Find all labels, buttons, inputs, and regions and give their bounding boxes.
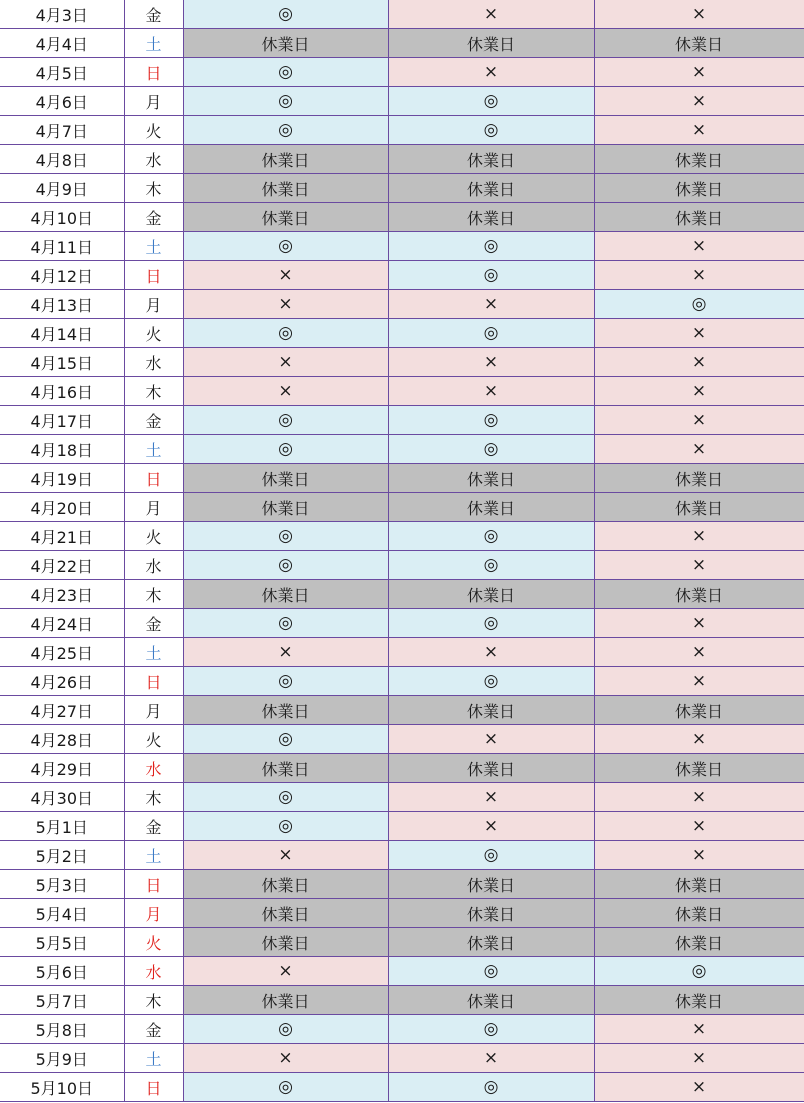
slot-unavailable-cell: ×	[388, 783, 594, 812]
slot-available-cell: ◎	[388, 551, 594, 580]
slot-unavailable-cell: ×	[594, 377, 804, 406]
table-row	[0, 116, 804, 145]
slot-closed-cell: 休業日	[388, 29, 594, 58]
slot-closed-cell: 休業日	[594, 203, 804, 232]
weekday-cell: 日	[124, 667, 183, 696]
slot-closed-cell: 休業日	[388, 986, 594, 1015]
slot-unavailable-cell: ×	[388, 0, 594, 29]
weekday-cell: 火	[124, 725, 183, 754]
table-row	[0, 174, 804, 203]
slot-available-cell: ◎	[388, 406, 594, 435]
date-cell: 4月14日	[0, 319, 124, 348]
table-row	[0, 1015, 804, 1044]
table-row	[0, 957, 804, 986]
date-cell: 4月17日	[0, 406, 124, 435]
slot-available-cell: ◎	[183, 667, 388, 696]
table-row	[0, 203, 804, 232]
slot-unavailable-cell: ×	[594, 667, 804, 696]
table-row	[0, 0, 804, 29]
slot-available-cell: ◎	[183, 435, 388, 464]
table-row	[0, 232, 804, 261]
table-row	[0, 319, 804, 348]
slot-available-cell: ◎	[388, 116, 594, 145]
date-cell: 4月10日	[0, 203, 124, 232]
weekday-cell: 日	[124, 58, 183, 87]
table-row	[0, 464, 804, 493]
slot-unavailable-cell: ×	[388, 290, 594, 319]
date-cell: 4月4日	[0, 29, 124, 58]
slot-unavailable-cell: ×	[594, 1073, 804, 1102]
date-cell: 5月2日	[0, 841, 124, 870]
table-row	[0, 377, 804, 406]
slot-closed-cell: 休業日	[183, 870, 388, 899]
table-row	[0, 667, 804, 696]
table-row	[0, 696, 804, 725]
slot-unavailable-cell: ×	[594, 87, 804, 116]
slot-closed-cell: 休業日	[183, 754, 388, 783]
weekday-cell: 水	[124, 145, 183, 174]
date-cell: 4月29日	[0, 754, 124, 783]
date-cell: 4月28日	[0, 725, 124, 754]
weekday-cell: 金	[124, 609, 183, 638]
slot-available-cell: ◎	[388, 957, 594, 986]
date-cell: 5月6日	[0, 957, 124, 986]
slot-unavailable-cell: ×	[594, 116, 804, 145]
table-row	[0, 928, 804, 957]
slot-available-cell: ◎	[183, 116, 388, 145]
slot-closed-cell: 休業日	[594, 899, 804, 928]
date-cell: 5月3日	[0, 870, 124, 899]
date-cell: 5月4日	[0, 899, 124, 928]
slot-available-cell: ◎	[183, 1015, 388, 1044]
slot-closed-cell: 休業日	[183, 464, 388, 493]
table-row	[0, 290, 804, 319]
date-cell: 4月24日	[0, 609, 124, 638]
date-cell: 4月16日	[0, 377, 124, 406]
slot-closed-cell: 休業日	[388, 696, 594, 725]
slot-unavailable-cell: ×	[594, 841, 804, 870]
table-row	[0, 551, 804, 580]
slot-available-cell: ◎	[388, 1073, 594, 1102]
slot-unavailable-cell: ×	[594, 319, 804, 348]
weekday-cell: 土	[124, 435, 183, 464]
slot-available-cell: ◎	[183, 522, 388, 551]
table-row	[0, 725, 804, 754]
slot-closed-cell: 休業日	[183, 493, 388, 522]
date-cell: 4月30日	[0, 783, 124, 812]
date-cell: 4月7日	[0, 116, 124, 145]
weekday-cell: 金	[124, 812, 183, 841]
weekday-cell: 土	[124, 29, 183, 58]
weekday-cell: 木	[124, 986, 183, 1015]
weekday-cell: 水	[124, 957, 183, 986]
date-cell: 4月13日	[0, 290, 124, 319]
table-row	[0, 754, 804, 783]
slot-unavailable-cell: ×	[594, 783, 804, 812]
slot-available-cell: ◎	[183, 812, 388, 841]
slot-unavailable-cell: ×	[183, 290, 388, 319]
slot-unavailable-cell: ×	[388, 377, 594, 406]
weekday-cell: 木	[124, 580, 183, 609]
slot-unavailable-cell: ×	[594, 1015, 804, 1044]
slot-closed-cell: 休業日	[388, 203, 594, 232]
slot-unavailable-cell: ×	[594, 638, 804, 667]
slot-unavailable-cell: ×	[594, 232, 804, 261]
slot-unavailable-cell: ×	[388, 725, 594, 754]
date-cell: 4月19日	[0, 464, 124, 493]
slot-closed-cell: 休業日	[183, 29, 388, 58]
weekday-cell: 金	[124, 203, 183, 232]
slot-available-cell: ◎	[388, 522, 594, 551]
weekday-cell: 金	[124, 1015, 183, 1044]
slot-closed-cell: 休業日	[594, 145, 804, 174]
weekday-cell: 土	[124, 638, 183, 667]
weekday-cell: 金	[124, 406, 183, 435]
slot-unavailable-cell: ×	[594, 58, 804, 87]
slot-unavailable-cell: ×	[388, 348, 594, 377]
slot-available-cell: ◎	[388, 319, 594, 348]
weekday-cell: 水	[124, 348, 183, 377]
slot-closed-cell: 休業日	[594, 174, 804, 203]
table-row	[0, 986, 804, 1015]
table-row	[0, 1073, 804, 1102]
date-cell: 5月1日	[0, 812, 124, 841]
slot-unavailable-cell: ×	[594, 609, 804, 638]
slot-closed-cell: 休業日	[183, 928, 388, 957]
date-cell: 4月9日	[0, 174, 124, 203]
date-cell: 4月23日	[0, 580, 124, 609]
slot-available-cell: ◎	[183, 0, 388, 29]
slot-available-cell: ◎	[183, 725, 388, 754]
slot-closed-cell: 休業日	[388, 580, 594, 609]
weekday-cell: 土	[124, 841, 183, 870]
table-row	[0, 493, 804, 522]
weekday-cell: 火	[124, 116, 183, 145]
slot-closed-cell: 休業日	[594, 696, 804, 725]
slot-closed-cell: 休業日	[183, 696, 388, 725]
date-cell: 4月5日	[0, 58, 124, 87]
slot-unavailable-cell: ×	[594, 0, 804, 29]
table-row	[0, 145, 804, 174]
slot-unavailable-cell: ×	[183, 261, 388, 290]
table-row	[0, 58, 804, 87]
slot-closed-cell: 休業日	[388, 899, 594, 928]
slot-available-cell: ◎	[183, 406, 388, 435]
slot-available-cell: ◎	[388, 841, 594, 870]
weekday-cell: 木	[124, 377, 183, 406]
slot-available-cell: ◎	[388, 232, 594, 261]
weekday-cell: 月	[124, 290, 183, 319]
slot-unavailable-cell: ×	[594, 406, 804, 435]
date-cell: 4月22日	[0, 551, 124, 580]
slot-unavailable-cell: ×	[183, 377, 388, 406]
slot-unavailable-cell: ×	[183, 638, 388, 667]
slot-closed-cell: 休業日	[388, 493, 594, 522]
table-row	[0, 812, 804, 841]
table-row	[0, 261, 804, 290]
slot-unavailable-cell: ×	[594, 435, 804, 464]
slot-available-cell: ◎	[594, 290, 804, 319]
slot-closed-cell: 休業日	[183, 203, 388, 232]
slot-available-cell: ◎	[183, 232, 388, 261]
slot-closed-cell: 休業日	[594, 986, 804, 1015]
date-cell: 4月3日	[0, 0, 124, 29]
table-row	[0, 638, 804, 667]
table-row	[0, 348, 804, 377]
slot-closed-cell: 休業日	[594, 29, 804, 58]
slot-available-cell: ◎	[388, 435, 594, 464]
weekday-cell: 日	[124, 261, 183, 290]
date-cell: 5月5日	[0, 928, 124, 957]
date-cell: 5月9日	[0, 1044, 124, 1073]
slot-unavailable-cell: ×	[388, 638, 594, 667]
slot-available-cell: ◎	[183, 551, 388, 580]
slot-closed-cell: 休業日	[388, 870, 594, 899]
table-row	[0, 522, 804, 551]
weekday-cell: 火	[124, 319, 183, 348]
table-row	[0, 1044, 804, 1073]
slot-available-cell: ◎	[388, 87, 594, 116]
slot-available-cell: ◎	[388, 1015, 594, 1044]
slot-closed-cell: 休業日	[388, 928, 594, 957]
date-cell: 4月15日	[0, 348, 124, 377]
slot-closed-cell: 休業日	[594, 754, 804, 783]
date-cell: 4月25日	[0, 638, 124, 667]
date-cell: 4月12日	[0, 261, 124, 290]
date-cell: 5月10日	[0, 1073, 124, 1102]
weekday-cell: 日	[124, 1073, 183, 1102]
slot-available-cell: ◎	[388, 609, 594, 638]
slot-unavailable-cell: ×	[594, 1044, 804, 1073]
weekday-cell: 月	[124, 899, 183, 928]
slot-available-cell: ◎	[183, 1073, 388, 1102]
date-cell: 4月11日	[0, 232, 124, 261]
date-cell: 4月26日	[0, 667, 124, 696]
slot-closed-cell: 休業日	[388, 464, 594, 493]
weekday-cell: 日	[124, 464, 183, 493]
slot-available-cell: ◎	[594, 957, 804, 986]
date-cell: 4月8日	[0, 145, 124, 174]
slot-unavailable-cell: ×	[183, 348, 388, 377]
slot-available-cell: ◎	[388, 667, 594, 696]
slot-closed-cell: 休業日	[183, 145, 388, 174]
weekday-cell: 月	[124, 493, 183, 522]
weekday-cell: 日	[124, 870, 183, 899]
weekday-cell: 月	[124, 87, 183, 116]
date-cell: 5月7日	[0, 986, 124, 1015]
date-cell: 4月20日	[0, 493, 124, 522]
slot-closed-cell: 休業日	[183, 580, 388, 609]
slot-unavailable-cell: ×	[594, 348, 804, 377]
slot-unavailable-cell: ×	[183, 841, 388, 870]
table-row	[0, 899, 804, 928]
table-row	[0, 87, 804, 116]
slot-available-cell: ◎	[183, 783, 388, 812]
table-row	[0, 29, 804, 58]
slot-closed-cell: 休業日	[388, 174, 594, 203]
slot-unavailable-cell: ×	[594, 522, 804, 551]
table-row	[0, 406, 804, 435]
table-row	[0, 580, 804, 609]
weekday-cell: 土	[124, 1044, 183, 1073]
table-row	[0, 841, 804, 870]
table-row	[0, 609, 804, 638]
slot-unavailable-cell: ×	[594, 812, 804, 841]
weekday-cell: 水	[124, 551, 183, 580]
slot-unavailable-cell: ×	[388, 1044, 594, 1073]
slot-unavailable-cell: ×	[388, 812, 594, 841]
slot-closed-cell: 休業日	[183, 174, 388, 203]
slot-unavailable-cell: ×	[594, 725, 804, 754]
slot-unavailable-cell: ×	[594, 551, 804, 580]
slot-closed-cell: 休業日	[594, 580, 804, 609]
weekday-cell: 水	[124, 754, 183, 783]
date-cell: 5月8日	[0, 1015, 124, 1044]
slot-closed-cell: 休業日	[183, 986, 388, 1015]
slot-closed-cell: 休業日	[388, 754, 594, 783]
slot-available-cell: ◎	[183, 87, 388, 116]
date-cell: 4月27日	[0, 696, 124, 725]
slot-closed-cell: 休業日	[594, 493, 804, 522]
slot-unavailable-cell: ×	[594, 261, 804, 290]
date-cell: 4月18日	[0, 435, 124, 464]
slot-available-cell: ◎	[183, 58, 388, 87]
weekday-cell: 月	[124, 696, 183, 725]
slot-closed-cell: 休業日	[388, 145, 594, 174]
table-row	[0, 870, 804, 899]
slot-unavailable-cell: ×	[388, 58, 594, 87]
weekday-cell: 木	[124, 783, 183, 812]
weekday-cell: 土	[124, 232, 183, 261]
date-cell: 4月6日	[0, 87, 124, 116]
slot-closed-cell: 休業日	[594, 464, 804, 493]
weekday-cell: 火	[124, 928, 183, 957]
slot-closed-cell: 休業日	[594, 928, 804, 957]
slot-closed-cell: 休業日	[183, 899, 388, 928]
slot-available-cell: ◎	[183, 609, 388, 638]
slot-closed-cell: 休業日	[594, 870, 804, 899]
slot-available-cell: ◎	[183, 319, 388, 348]
slot-unavailable-cell: ×	[183, 957, 388, 986]
table-row	[0, 435, 804, 464]
weekday-cell: 金	[124, 0, 183, 29]
slot-unavailable-cell: ×	[183, 1044, 388, 1073]
slot-available-cell: ◎	[388, 261, 594, 290]
date-cell: 4月21日	[0, 522, 124, 551]
weekday-cell: 木	[124, 174, 183, 203]
table-row	[0, 783, 804, 812]
weekday-cell: 火	[124, 522, 183, 551]
